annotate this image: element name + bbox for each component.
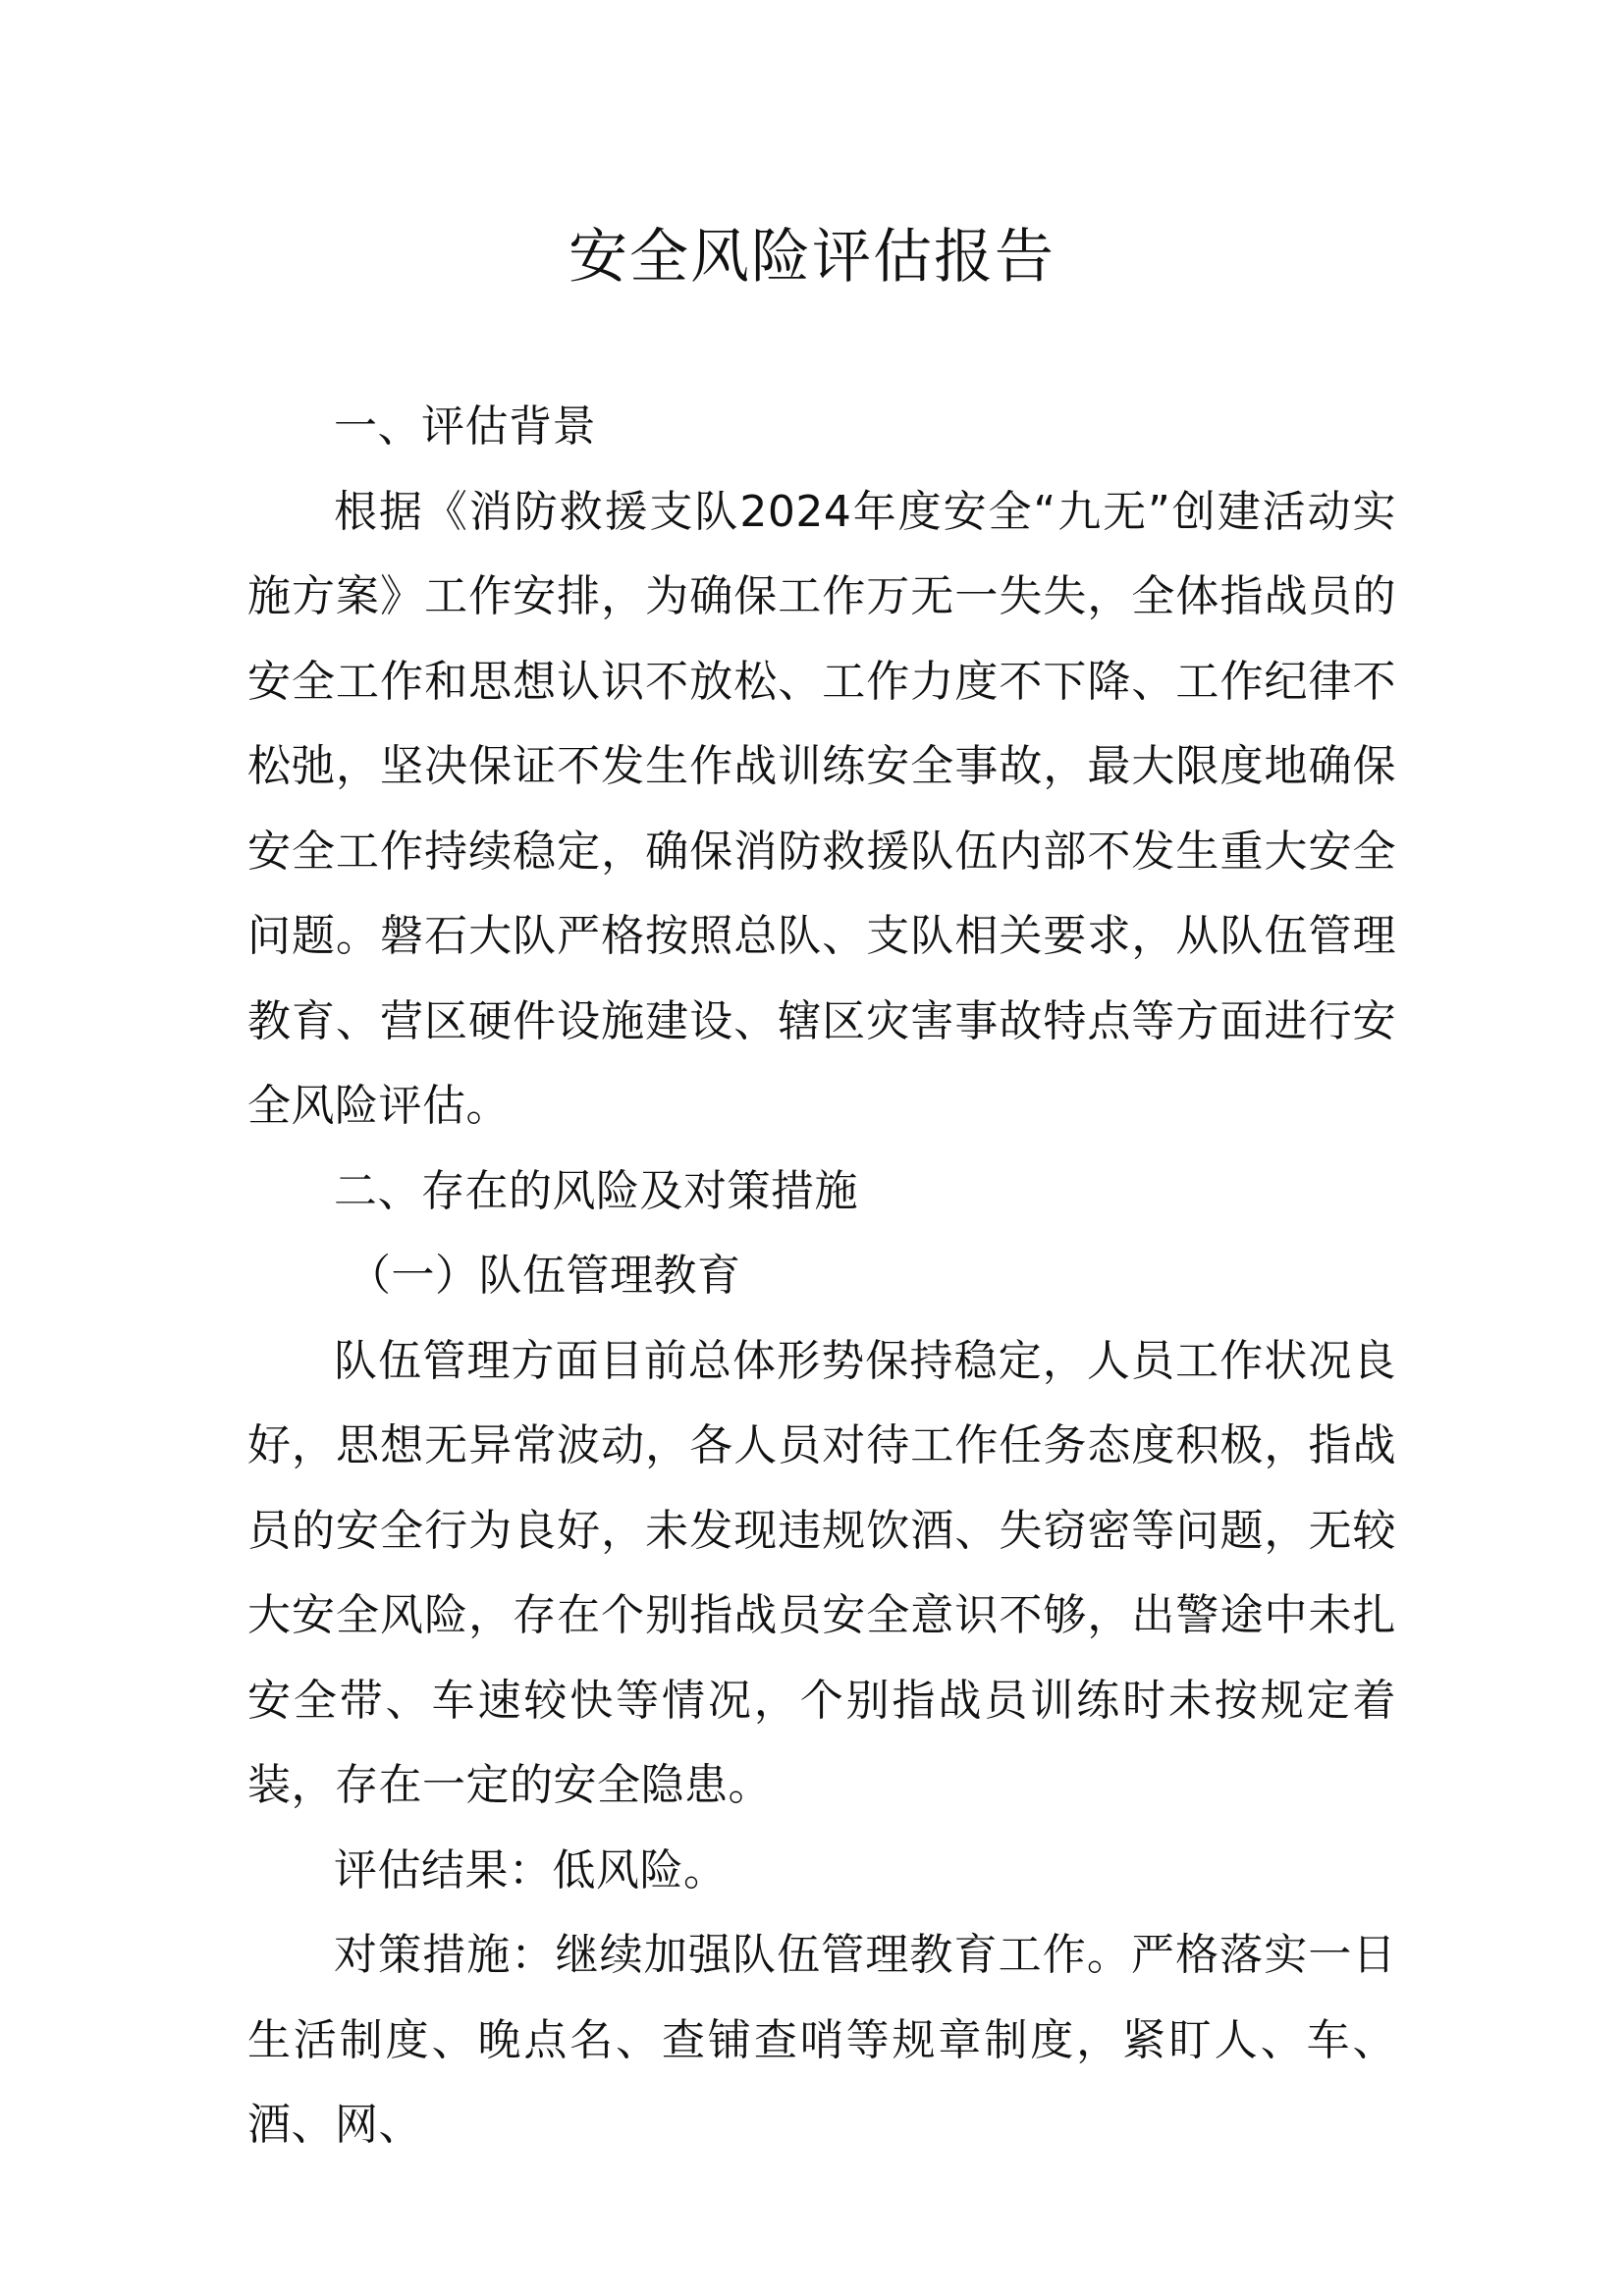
subsection-heading-team-management: （一）队伍管理教育 [348,1251,741,1301]
paragraph-countermeasures: 对策措施：继续加强队伍管理教育工作。严格落实一日生活制度、晚点名、查铺查哨等规章制度，紧盯人、车、酒、网、 [247,1930,1396,2150]
document-title: 安全风险评估报告 [568,223,1056,292]
paragraph-evaluation-result: 评估结果：低风险。 [334,1844,728,1896]
document-body [247,385,1396,2168]
paragraph-background: 根据《消防救援支队2024年度安全“九无”创建活动实施方案》工作安排，为确保工作万无一失失，全体指战员的安全工作和思想认识不放松、工作力度不下降、工作纪律不松弛，坚决保证不发生作战训练安全事故，最大限度地确保安全工作持续稳定，确保消防救援队伍内部不发生重大安全问题。磐石大队严格按照总队、支队相关要求，从队伍管理教育、营区硬件设施建设、辖区灾害事故特点等方面进行安全风险评估。 [247,486,1396,1131]
section-heading-background: 一、评估背景 [334,401,596,452]
paragraph-team-management: 队伍管理方面目前总体形势保持稳定，人员工作状况良好，思想无异常波动，各人员对待工作任务态度积极，指战员的安全行为良好，未发现违规饮酒、失窃密等问题，无较大安全风险，存在个别指战员安全意识不够，出警途中未扎安全带、车速较快等情况，个别指战员训练时未按规定着装，存在一定的安全隐患。 [247,1335,1396,1810]
section-heading-risks: 二、存在的风险及对策措施 [334,1165,858,1216]
